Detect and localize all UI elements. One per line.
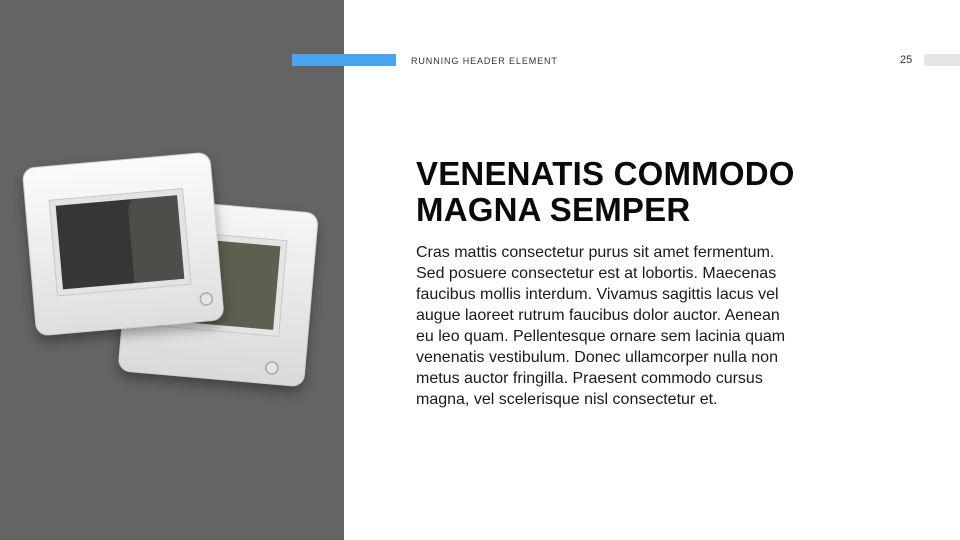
body-paragraph: [416, 242, 846, 410]
body-line: Cras mattis consectetur purus sit amet fermentum.: [416, 244, 775, 261]
accent-bar: [292, 54, 396, 66]
body-line: faucibus mollis interdum. Vivamus sagittis lacus vel: [416, 286, 779, 303]
body-line: venenatis vestibulum. Donec ullamcorper nulla non: [416, 349, 778, 366]
title-line: MAGNA SEMPER: [416, 191, 691, 228]
photo-slides-icon: [0, 130, 344, 410]
slide-title: [416, 156, 856, 228]
page-number-tab: [924, 54, 960, 66]
body-line: magna, vel scelerisque nisl consectetur et.: [416, 391, 718, 408]
body-line: augue laoreet rutrum faucibus dolor auctor. Aenean: [416, 307, 780, 324]
running-header: RUNNING HEADER ELEMENT: [411, 56, 558, 66]
body-line: eu leo quam. Pellentesque ornare sem lacinia quam: [416, 328, 786, 345]
body-line: metus auctor fringilla. Praesent commodo cursus: [416, 370, 763, 387]
left-image-panel: [0, 0, 344, 540]
front-slide: [22, 152, 224, 336]
title-line: VENENATIS COMMODO: [416, 155, 795, 192]
body-line: Sed posuere consectetur est at lobortis. Maecenas: [416, 265, 777, 282]
page-number: 25: [900, 54, 913, 66]
